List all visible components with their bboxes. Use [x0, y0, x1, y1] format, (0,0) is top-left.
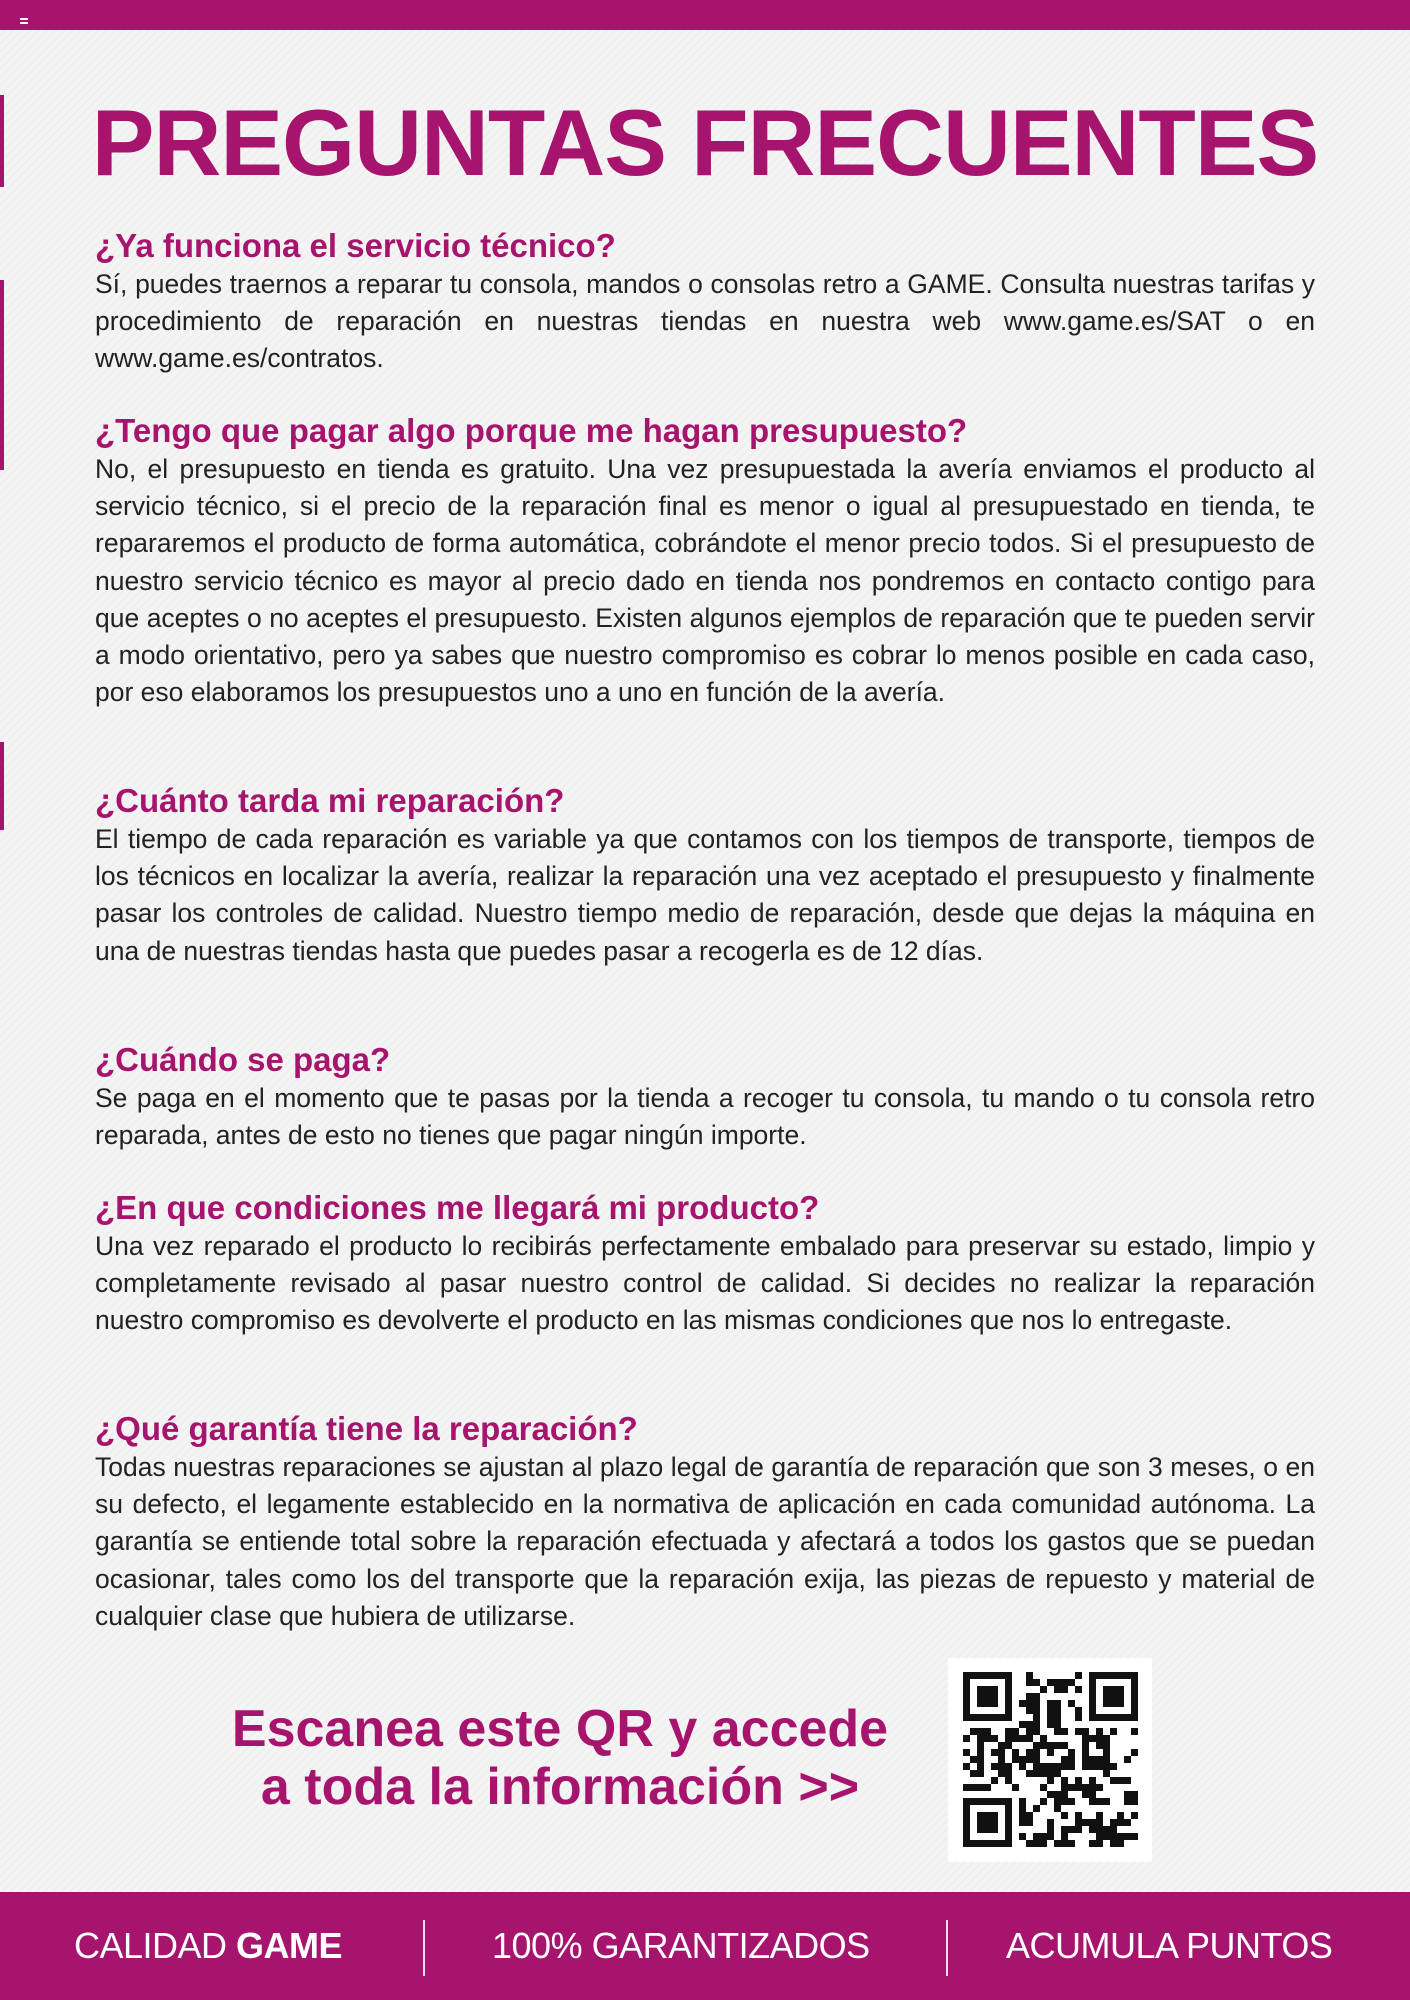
- footer-item-garantizados: 100% GARANTIZADOS: [492, 1925, 870, 1966]
- qr-code[interactable]: [948, 1658, 1152, 1862]
- faq-answer: El tiempo de cada reparación es variable ya que contamos con los tiempos de transporte, tiempos de los técnicos en localizar la avería, realizar la reparación una vez aceptado el presupuesto y finalmente pasar los controles de calidad. Nuestro tiempo medio de reparación, desde que dejas la máquina en una de nuestras tiendas hasta que puedes pasar a recogerla es de 12 días.: [95, 824, 1315, 966]
- qr-code-icon: [963, 1672, 1138, 1847]
- faq-item: [95, 1409, 1315, 1635]
- faq-answer: Una vez reparado el producto lo recibirás perfectamente embalado para preservar su estado, limpio y completamente revisado al pasar nuestro control de calidad. Si decides no realizar la reparación nuestro compromiso es devolverte el producto en las mismas condiciones que nos lo entregaste.: [95, 1231, 1315, 1336]
- footer-item-calidad: [74, 1892, 342, 2000]
- top-bar: [0, 0, 1410, 30]
- faq-question: ¿Cuánto tarda mi reparación?: [95, 782, 565, 819]
- faq-answer: Todas nuestras reparaciones se ajustan al plazo legal de garantía de reparación que son 3 meses, o en su defecto, el legamente establecido en la normativa de aplicación en cada comunidad autónoma. La garantía se entiende total sobre la reparación efectuada y afectará a todos los gastos que se puedan ocasionar, tales como los del transporte que la reparación exija, las piezas de repuesto y material de cualquier clase que hubiera de utilizarse.: [95, 1452, 1315, 1631]
- faq-question: ¿Cuándo se paga?: [95, 1041, 391, 1078]
- cta-line-1: Escanea este QR y accede: [231, 1700, 889, 1758]
- edge-mark: [0, 280, 4, 470]
- edge-mark: [0, 742, 4, 830]
- cta-line-2: a toda la información >>: [260, 1758, 860, 1816]
- faq-question: ¿Ya funciona el servicio técnico?: [95, 227, 616, 264]
- footer-bar: [0, 1892, 1410, 2000]
- qr-call-to-action: [210, 1700, 910, 1816]
- faq-answer: Se paga en el momento que te pasas por la tienda a recoger tu consola, tu mando o tu consola retro reparada, antes de esto no tienes que pagar ningún importe.: [95, 1083, 1315, 1151]
- faq-item: [95, 1188, 1315, 1340]
- footer-item-calidad-prefix: CALIDAD: [74, 1925, 237, 1966]
- menu-icon: [20, 18, 28, 24]
- faq-item: [95, 411, 1315, 711]
- faq-answer: Sí, puedes traernos a reparar tu consola, mandos o consolas retro a GAME. Consulta nuestras tarifas y procedimiento de reparación en nuestras tiendas en nuestra web www.game.es/SAT o en www.game.es/contratos.: [95, 269, 1315, 374]
- page-title: PREGUNTAS FRECUENTES: [91, 90, 1319, 195]
- faq-answer: No, el presupuesto en tienda es gratuito. Una vez presupuestada la avería enviamos el producto al servicio técnico, si el precio de la reparación final es menor o igual al presupuestado en tienda, te repararemos el producto de forma automática, cobrándote el menor precio todos. Si el presupuesto de nuestro servicio técnico es mayor al precio dado en tienda nos pondremos en contacto contigo para que aceptes o no aceptes el presupuesto. Existen algunos ejemplos de reparación que te pueden servir a modo orientativo, pero ya sabes que nuestro compromiso es cobrar lo menos posible en cada caso, por eso elaboramos los presupuestos uno a uno en función de la avería.: [95, 454, 1315, 708]
- faq-question: ¿Tengo que pagar algo porque me hagan presupuesto?: [95, 412, 968, 449]
- faq-question: ¿En que condiciones me llegará mi producto?: [95, 1189, 820, 1226]
- footer-item-calidad-brand: GAME: [236, 1925, 343, 1966]
- footer-divider: [946, 1920, 948, 1976]
- faq-item: [95, 781, 1315, 970]
- footer-divider: [423, 1920, 425, 1976]
- faq-item: [95, 226, 1315, 378]
- faq-item: [95, 1040, 1315, 1154]
- footer-item-puntos: ACUMULA PUNTOS: [1006, 1925, 1333, 1966]
- faq-question: ¿Qué garantía tiene la reparación?: [95, 1410, 638, 1447]
